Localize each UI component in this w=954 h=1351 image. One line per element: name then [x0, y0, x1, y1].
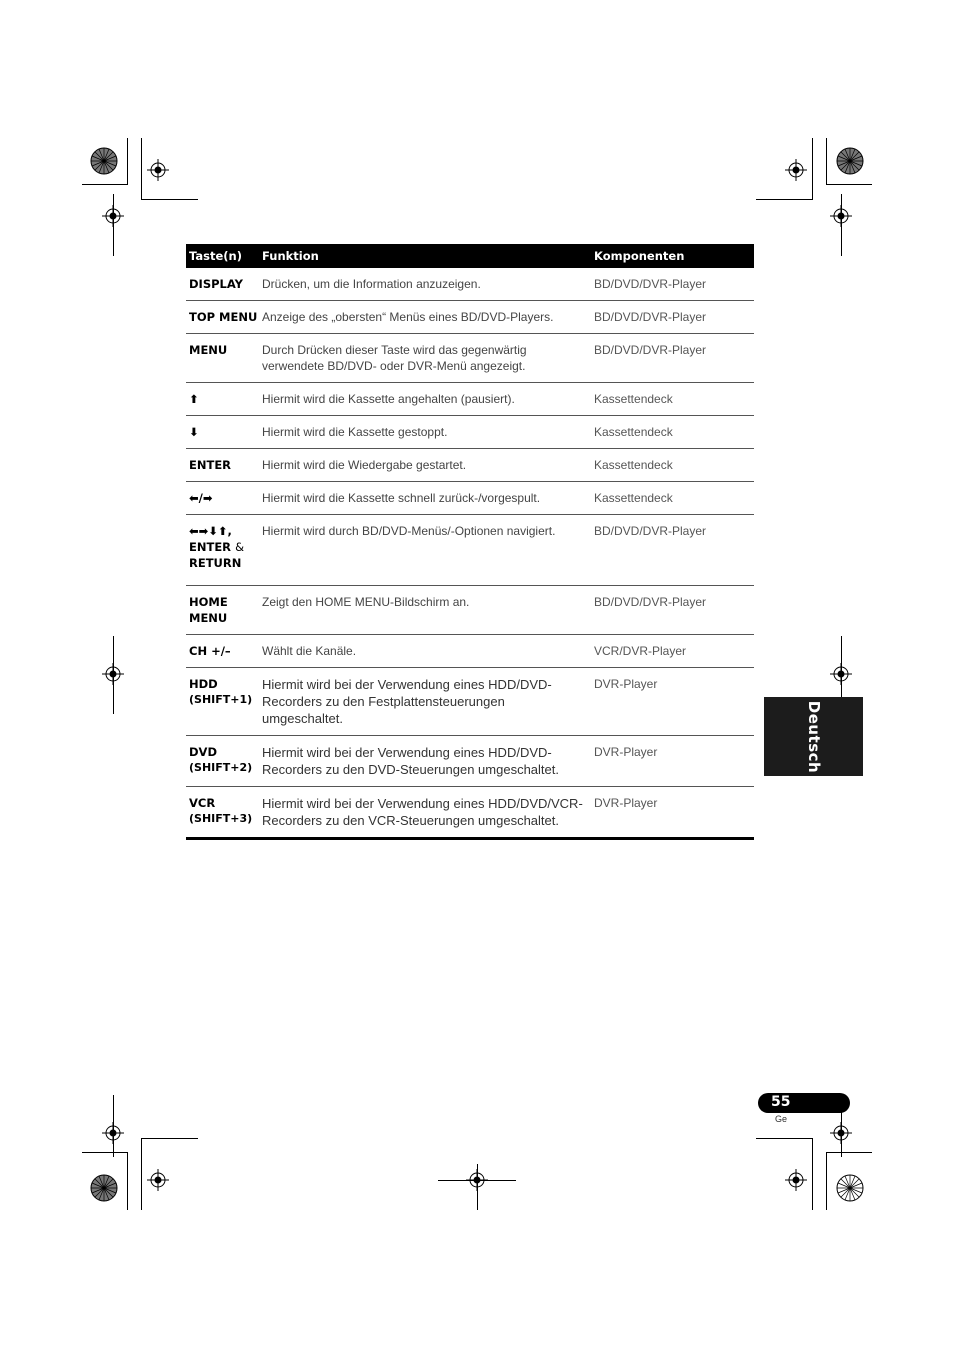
key-cell: DISPLAY: [186, 268, 259, 301]
function-cell: Durch Drücken dieser Taste wird das gegenwärtig verwendete BD/DVD- oder DVR-Menü angezeigt.: [259, 334, 591, 383]
component-cell: Kassettendeck: [591, 482, 754, 515]
crop-line: [826, 1152, 872, 1153]
table-header-row: [186, 244, 754, 268]
crop-line: [82, 184, 128, 185]
crop-line: [113, 194, 114, 256]
table-row: [186, 482, 754, 515]
sunburst-registration-icon: [90, 147, 118, 175]
key-cell: TOP MENU: [186, 301, 259, 334]
crop-line: [113, 636, 114, 714]
language-side-tab: [764, 697, 863, 776]
component-cell: BD/DVD/DVR-Player: [591, 586, 754, 635]
component-cell: BD/DVD/DVR-Player: [591, 268, 754, 301]
table-row: [186, 334, 754, 383]
table-row: [186, 586, 754, 635]
column-header-keys: Taste(n): [186, 244, 259, 268]
key-cell: [186, 668, 259, 736]
table-row: [186, 301, 754, 334]
component-cell: DVR-Player: [591, 787, 754, 839]
key-cell: ENTER: [186, 449, 259, 482]
table-row: [186, 787, 754, 839]
component-cell: VCR/DVR-Player: [591, 635, 754, 668]
arrow-keys-icon: ⬅➡⬇⬆,: [189, 524, 232, 538]
page-number: 55: [771, 1094, 791, 1110]
key-cell: MENU: [186, 334, 259, 383]
crop-line: [82, 1152, 128, 1153]
sunburst-registration-icon: [836, 147, 864, 175]
crop-line: [141, 1138, 198, 1139]
crosshair-registration-icon: [785, 159, 807, 181]
table-row: [186, 515, 754, 586]
crop-line: [812, 138, 813, 200]
key-sublabel: (SHIFT+3): [189, 812, 253, 825]
crop-line: [477, 1164, 478, 1210]
function-cell: Anzeige des „obersten“ Menüs eines BD/DVD-Players.: [259, 301, 591, 334]
ampersand-text: &: [235, 540, 245, 554]
column-header-function: Funktion: [259, 244, 591, 268]
component-cell: DVR-Player: [591, 736, 754, 787]
key-line: [189, 539, 256, 555]
crop-line: [756, 1138, 813, 1139]
component-cell: Kassettendeck: [591, 449, 754, 482]
component-cell: DVR-Player: [591, 668, 754, 736]
crop-line: [841, 194, 842, 256]
table-row: [186, 383, 754, 416]
key-label: ENTER: [189, 540, 232, 554]
column-header-components: Komponenten: [591, 244, 754, 268]
key-label: DVD: [189, 745, 217, 759]
crosshair-registration-icon: [147, 1169, 169, 1191]
arrow-down-icon: ⬇: [186, 416, 259, 449]
function-cell: Hiermit wird die Kassette schnell zurück-/vorgespult.: [259, 482, 591, 515]
language-tab-label: Deutsch: [804, 700, 823, 773]
key-label: HOME: [189, 595, 228, 609]
key-label: RETURN: [189, 556, 242, 570]
arrow-up-icon: ⬆: [186, 383, 259, 416]
crop-line: [826, 184, 872, 185]
arrow-left-right-icon: ⬅/➡: [186, 482, 259, 515]
component-cell: BD/DVD/DVR-Player: [591, 301, 754, 334]
crop-line: [127, 1152, 128, 1210]
page-number-badge: [758, 1093, 850, 1113]
function-cell: Hiermit wird die Kassette gestoppt.: [259, 416, 591, 449]
key-cell: CH +/–: [186, 635, 259, 668]
key-sublabel: (SHIFT+1): [189, 693, 253, 706]
key-label: MENU: [189, 611, 228, 625]
crop-line: [113, 1095, 114, 1157]
key-cell: [186, 787, 259, 839]
table-row: [186, 416, 754, 449]
remote-functions-table: [186, 244, 754, 840]
function-cell: Hiermit wird durch BD/DVD-Menüs/-Optionen navigiert.: [259, 515, 591, 586]
key-sublabel: (SHIFT+2): [189, 761, 253, 774]
function-cell: Hiermit wird bei der Verwendung eines HDD/DVD-Recorders zu den Festplattensteuerungen umgeschaltet.: [259, 668, 591, 736]
sunburst-registration-icon: [836, 1174, 864, 1202]
crop-line: [826, 138, 827, 185]
table-row: [186, 449, 754, 482]
table-row: [186, 668, 754, 736]
table-row: [186, 635, 754, 668]
crop-line: [812, 1138, 813, 1210]
crop-line: [826, 1152, 827, 1210]
key-cell: [186, 586, 259, 635]
page-language-code: Ge: [775, 1114, 788, 1124]
function-cell: Wählt die Kanäle.: [259, 635, 591, 668]
crop-line: [141, 138, 142, 200]
crop-line: [127, 138, 128, 185]
crop-line: [756, 199, 813, 200]
function-cell: Drücken, um die Information anzuzeigen.: [259, 268, 591, 301]
component-cell: Kassettendeck: [591, 416, 754, 449]
component-cell: BD/DVD/DVR-Player: [591, 334, 754, 383]
function-cell: Hiermit wird bei der Verwendung eines HDD/DVD/VCR-Recorders zu den VCR-Steuerungen umgeschaltet.: [259, 787, 591, 839]
key-cell: [186, 515, 259, 586]
function-cell: Hiermit wird die Kassette angehalten (pausiert).: [259, 383, 591, 416]
crosshair-registration-icon: [785, 1169, 807, 1191]
crosshair-registration-icon: [147, 159, 169, 181]
component-cell: Kassettendeck: [591, 383, 754, 416]
sunburst-registration-icon: [90, 1174, 118, 1202]
table-row: [186, 736, 754, 787]
table-row: [186, 268, 754, 301]
key-label: VCR: [189, 796, 216, 810]
crop-line: [141, 199, 198, 200]
key-label: HDD: [189, 677, 218, 691]
component-cell: BD/DVD/DVR-Player: [591, 515, 754, 586]
key-cell: [186, 736, 259, 787]
function-cell: Hiermit wird die Wiedergabe gestartet.: [259, 449, 591, 482]
function-cell: Zeigt den HOME MENU-Bildschirm an.: [259, 586, 591, 635]
crop-line: [141, 1138, 142, 1210]
function-cell: Hiermit wird bei der Verwendung eines HDD/DVD-Recorders zu den DVD-Steuerungen umgeschaltet.: [259, 736, 591, 787]
